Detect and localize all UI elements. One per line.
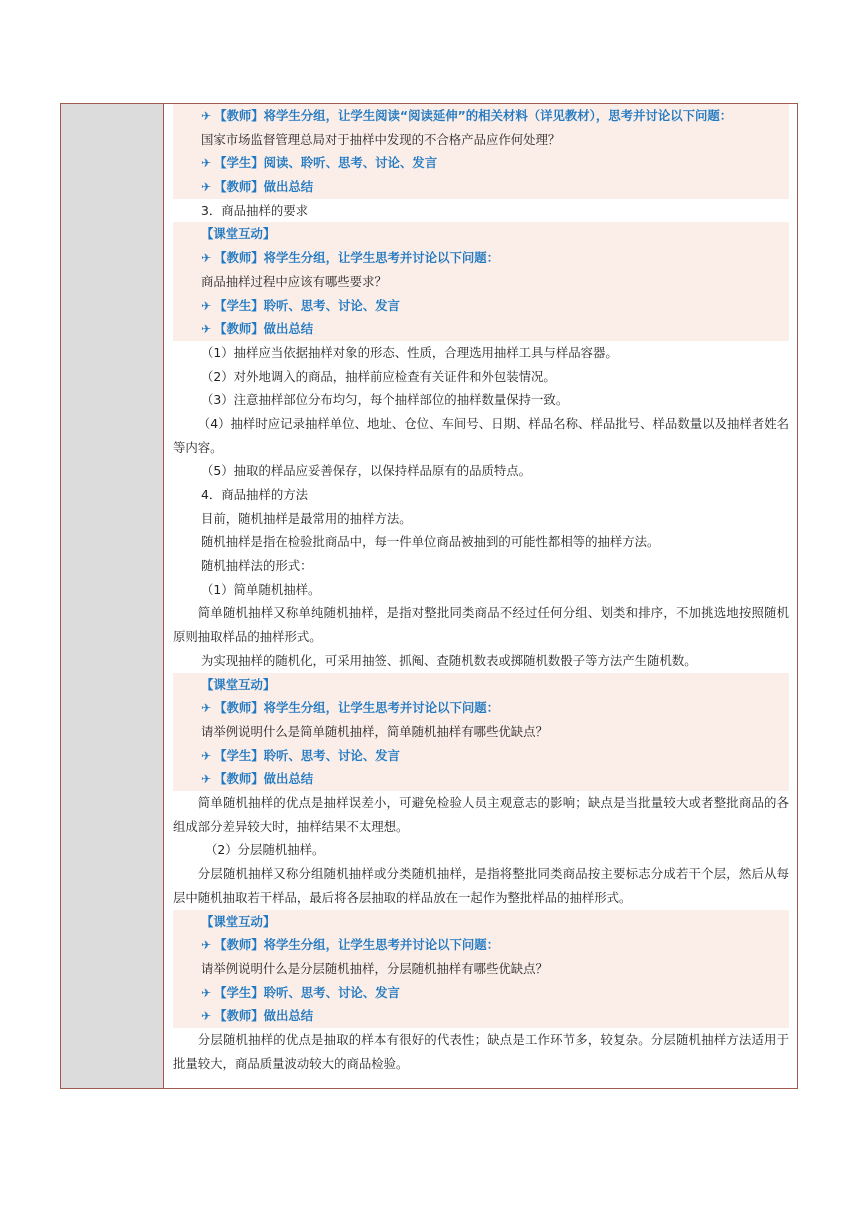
body-text: 简单随机抽样的优点是抽样误差小，可避免检验人员主观意志的影响；缺点是当批量较大或者整批商品的各组成部分差异较大时，抽样结果不太理想。 bbox=[173, 795, 789, 834]
student-activity: ✈ 【学生】聆听、思考、讨论、发言 bbox=[201, 984, 400, 1000]
student-activity: ✈ 【学生】聆听、思考、讨论、发言 bbox=[201, 747, 400, 763]
body-text: 简单随机抽样又称单纯随机抽样，是指对整批同类商品不经过任何分组、划类和排序，不加挑选地按照随机原则抽取样品的抽样形式。 bbox=[173, 605, 789, 645]
classroom-interaction-label: 【课堂互动】 bbox=[201, 676, 276, 692]
student-activity: ✈ 【学生】阅读、聆听、思考、讨论、发言 bbox=[201, 155, 438, 171]
plane-icon: ✈ bbox=[201, 109, 212, 123]
table-content-cell bbox=[164, 104, 797, 1088]
requirement-item: （4）抽样时应记录抽样单位、地址、仓位、车间号、日期、样品名称、样品批号、样品数量以及抽样者姓名等内容。 bbox=[173, 415, 789, 455]
plane-icon: ✈ bbox=[201, 180, 212, 195]
plane-icon: ✈ bbox=[201, 748, 212, 763]
body-text: 为实现抽样的随机化，可采用抽签、抓阄、查随机数表或掷随机数骰子等方法产生随机数。 bbox=[201, 652, 697, 668]
requirement-item: （2）对外地调入的商品，抽样前应检查有关证件和外包装情况。 bbox=[201, 368, 556, 384]
body-text: 随机抽样是指在检验批商品中，每一件单位商品被抽到的可能性都相等的抽样方法。 bbox=[201, 534, 660, 550]
question: 国家市场监督管理总局对于抽样中发现的不合格产品应作何处理？ bbox=[201, 131, 561, 147]
plane-icon: ✈ bbox=[201, 985, 212, 1000]
plane-icon: ✈ bbox=[201, 251, 212, 266]
body-text: 随机抽样法的形式： bbox=[201, 558, 313, 574]
body-text: 分层随机抽样又称分组随机抽样或分类随机抽样，是指将整批同类商品按主要标志分成若干个层，然后从每层中随机抽取若干样品，最后将各层抽取的样品放在一起作为整批样品的抽样形式。 bbox=[173, 866, 789, 905]
table-left-column bbox=[61, 104, 164, 1088]
plane-icon: ✈ bbox=[201, 322, 212, 337]
teacher-instruction: ✈ 【教师】将学生分组，让学生思考并讨论以下问题： bbox=[201, 250, 500, 266]
classroom-interaction-label: 【课堂互动】 bbox=[201, 226, 276, 242]
body-text: 分层随机抽样的优点是抽取的样本有很好的代表性；缺点是工作环节多，较复杂。分层随机抽样方法适用于批量较大，商品质量波动较大的商品检验。 bbox=[173, 1031, 789, 1071]
plane-icon: ✈ bbox=[201, 772, 212, 787]
classroom-interaction-label: 【课堂互动】 bbox=[201, 913, 276, 929]
plane-icon: ✈ bbox=[201, 156, 212, 171]
plane-icon: ✈ bbox=[201, 1009, 212, 1024]
question: 请举例说明什么是分层随机抽样，分层随机抽样有哪些优缺点？ bbox=[201, 960, 548, 976]
plane-icon: ✈ bbox=[201, 701, 212, 716]
teacher-instruction: ✈ 【教师】将学生分组，让学生思考并讨论以下问题： bbox=[201, 700, 500, 716]
body-text: 目前，随机抽样是最常用的抽样方法。 bbox=[201, 510, 412, 526]
discussion-block-3 bbox=[173, 673, 789, 791]
lesson-table bbox=[60, 103, 798, 1089]
discussion-block-2 bbox=[173, 222, 789, 340]
section-heading: 3．商品抽样的要求 bbox=[201, 202, 309, 218]
teacher-summary: ✈ 【教师】做出总结 bbox=[201, 771, 314, 787]
question: 请举例说明什么是简单随机抽样，简单随机抽样有哪些优缺点？ bbox=[201, 723, 548, 739]
discussion-block-1 bbox=[173, 104, 789, 199]
teacher-summary: ✈ 【教师】做出总结 bbox=[201, 321, 314, 337]
teacher-summary: ✈ 【教师】做出总结 bbox=[201, 1008, 314, 1024]
question: 商品抽样过程中应该有哪些要求？ bbox=[201, 273, 387, 289]
plane-icon: ✈ bbox=[201, 298, 212, 313]
sub-heading: （2）分层随机抽样。 bbox=[205, 842, 325, 858]
requirement-item: （3）注意抽样部位分布均匀，每个抽样部位的抽样数量保持一致。 bbox=[201, 392, 569, 408]
section-heading: 4．商品抽样的方法 bbox=[201, 487, 309, 503]
teacher-instruction: ✈ 【教师】将学生分组，让学生阅读“阅读延伸”的相关材料（详见教材），思考并讨论以下问题： bbox=[201, 108, 733, 123]
teacher-instruction: ✈ 【教师】将学生分组，让学生思考并讨论以下问题： bbox=[201, 937, 500, 953]
discussion-block-4 bbox=[173, 910, 789, 1028]
sub-heading: （1）简单随机抽样。 bbox=[201, 581, 321, 597]
plane-icon: ✈ bbox=[201, 938, 212, 953]
requirement-item: （1）抽样应当依据抽样对象的形态、性质，合理选用抽样工具与样品容器。 bbox=[201, 344, 618, 360]
requirement-item: （5）抽取的样品应妥善保存，以保持样品原有的品质特点。 bbox=[201, 463, 532, 479]
teacher-summary: ✈ 【教师】做出总结 bbox=[201, 179, 314, 195]
student-activity: ✈ 【学生】聆听、思考、讨论、发言 bbox=[201, 297, 400, 313]
